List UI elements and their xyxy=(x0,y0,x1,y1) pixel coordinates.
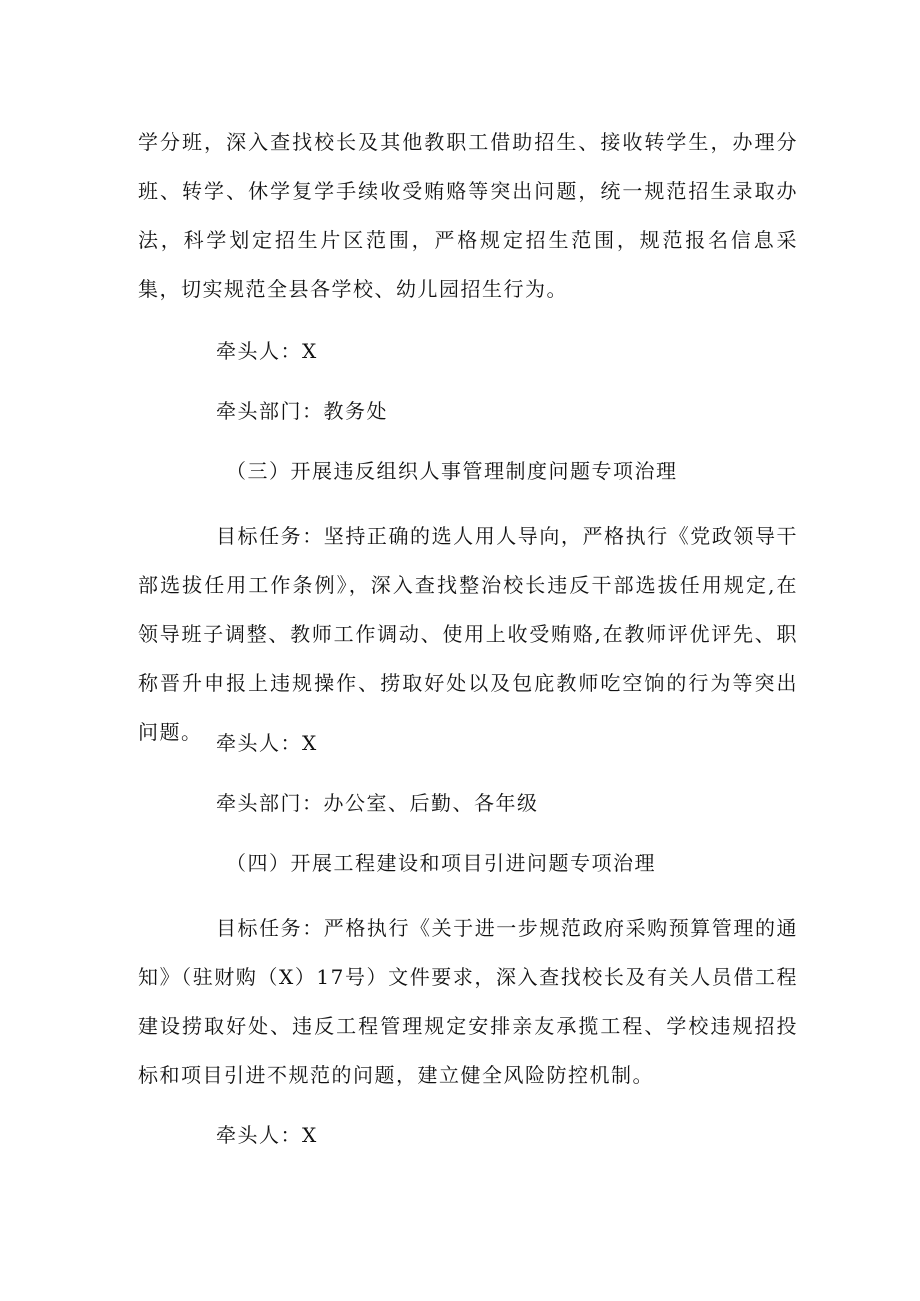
lead-person-3: 牵头人：X xyxy=(216,1123,318,1147)
paragraph-construction-tasks: 目标任务：严格执行《关于进一步规范政府采购预算管理的通知》（驻财购（X）17号）文件要求，深入查找校长及有关人员借工程建设捞取好处、违反工程管理规定安排亲友承揽工程、学校违规招投标和项目引进不规范的问题，建立健全风险防控机制。 xyxy=(138,916,798,1087)
paragraph-enrollment-tasks: 学分班，深入查找校长及其他教职工借助招生、接收转学生，办理分班、转学、休学复学手续收受贿赂等突出问题，统一规范招生录取办法，科学划定招生片区范围，严格规定招生范围，规范报名信息采集，切实规范全县各学校、幼儿园招生行为。 xyxy=(138,130,798,301)
lead-department-2: 牵头部门：办公室、后勤、各年级 xyxy=(216,791,539,815)
lead-department-1: 牵头部门：教务处 xyxy=(216,399,388,423)
paragraph-personnel-tasks: 目标任务：坚持正确的选人用人导向，严格执行《党政领导干部选拔任用工作条例》，深入查找整治校长违反干部选拔任用规定,在领导班子调整、教师工作调动、使用上收受贿赂,在教师评优评先、职称晋升申报上违规操作、捞取好处以及包庇教师吃空饷的行为等突出问题。 xyxy=(138,524,798,744)
section-heading-3: （三）开展违反组织人事管理制度问题专项治理 xyxy=(226,459,678,483)
lead-person-1: 牵头人：X xyxy=(216,339,318,363)
section-heading-4: （四）开展工程建设和项目引进问题专项治理 xyxy=(226,851,656,875)
lead-person-2: 牵头人：X xyxy=(216,731,318,755)
